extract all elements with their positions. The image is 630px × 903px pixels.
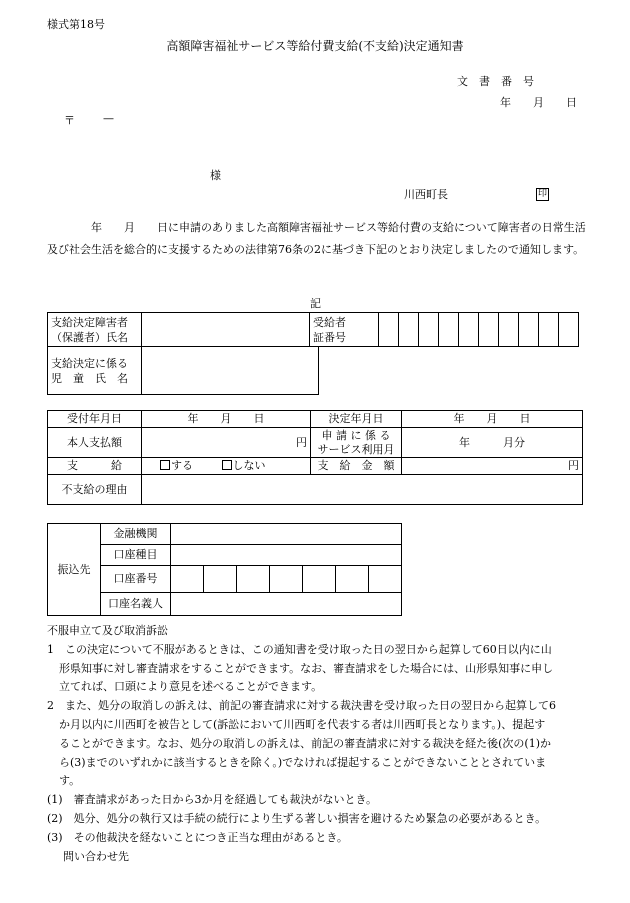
reason-field[interactable]	[142, 475, 583, 505]
seal-mark: 印	[537, 189, 547, 199]
account-type-label: 口座種目	[101, 545, 171, 566]
payment-label: 支 給	[48, 458, 142, 475]
recipient-name-field[interactable]	[142, 313, 310, 347]
account-holder-field[interactable]	[171, 593, 402, 616]
account-digit[interactable]	[270, 566, 303, 593]
account-digit[interactable]	[237, 566, 270, 593]
cert-digit[interactable]	[379, 313, 399, 347]
transfer-table	[47, 523, 402, 616]
account-digit[interactable]	[369, 566, 402, 593]
note-line: 2 また、処分の取消しの訴えは、前記の審査請求に対する裁決書を受け取った日の翌日から起算して6	[47, 699, 556, 713]
decision-date-label: 決定年月日	[311, 411, 402, 428]
account-digit[interactable]	[336, 566, 369, 593]
ki-heading: 記	[310, 297, 321, 310]
reason-label: 不支給の理由	[48, 475, 142, 505]
notes-heading: 不服申立て及び取消訴訟	[47, 624, 168, 637]
note-line: ることができます。なお、処分の取消しの訴えは、前記の審査請求に対する裁決を経た後(次の(1)か	[59, 736, 551, 750]
note-line: 形県知事に対し審査請求をすることができます。なお、審査請求をした場合には、山形県知事に申し	[59, 661, 554, 675]
checkbox-icon	[222, 460, 232, 470]
copay-label: 本人支払額	[48, 428, 142, 458]
note-line: 立てれば、口頭により意見を述べることができます。	[59, 680, 323, 694]
note-line: す。	[59, 774, 81, 788]
received-date-field[interactable]: 年 月 日	[142, 411, 311, 428]
postal-dash: —	[103, 112, 114, 125]
note-line: (3) その他裁決を経ないことにつき正当な理由があるとき。	[47, 830, 348, 844]
cert-digit[interactable]	[399, 313, 419, 347]
note-line: (1) 審査請求があった日から3か月を経過しても裁決がないとき。	[47, 793, 378, 807]
child-table	[47, 346, 319, 395]
note-line: か月以内に川西町を被告として(訴訟において川西町を代表する者は川西町長となります。)、提起す	[59, 717, 546, 731]
document-title: 高額障害福祉サービス等給付費支給(不支給)決定通知書	[166, 39, 464, 53]
seal-box	[536, 186, 549, 201]
copay-field[interactable]: 円	[142, 428, 311, 458]
cert-digit[interactable]	[519, 313, 539, 347]
account-digit[interactable]	[171, 566, 204, 593]
note-line: 1 この決定について不服があるときは、この通知書を受け取った日の翌日から起算して60日以内に山	[47, 642, 552, 656]
child-name-label: 支給決定に係る 児 童 氏 名	[48, 347, 142, 395]
cert-digit[interactable]	[499, 313, 519, 347]
cert-digit[interactable]	[539, 313, 559, 347]
document-number-label: 文 書 番 号	[457, 75, 534, 88]
service-month-field[interactable]: 年 月分	[402, 428, 583, 458]
form-number: 様式第18号	[47, 18, 105, 31]
payment-options	[142, 458, 311, 475]
amount-field[interactable]: 円	[402, 458, 583, 475]
cert-number-label: 受給者 証番号	[310, 313, 379, 347]
cert-digit[interactable]	[419, 313, 439, 347]
account-number-label: 口座番号	[101, 566, 171, 593]
decision-table	[47, 410, 583, 505]
sender-name: 川西町長	[404, 188, 448, 201]
bank-label: 金融機関	[101, 524, 171, 545]
cert-digit[interactable]	[459, 313, 479, 347]
note-line: ら(3)までのいずれかに該当するときを除く。)でなければ提起することができないこととされていま	[59, 755, 547, 769]
recipient-name-label: 支給決定障害者 （保護者）氏名	[48, 313, 142, 347]
note-line: (2) 処分、処分の執行又は手続の続行により生ずる著しい損害を避けるため緊急の必要があるとき。	[47, 811, 547, 825]
recipient-table	[47, 312, 579, 347]
account-digit[interactable]	[204, 566, 237, 593]
option-yes[interactable]: する	[160, 459, 193, 472]
child-name-field[interactable]	[142, 347, 319, 395]
checkbox-icon	[160, 460, 170, 470]
contact-label: 問い合わせ先	[63, 849, 129, 863]
decision-date-field[interactable]: 年 月 日	[402, 411, 583, 428]
cert-digit[interactable]	[559, 313, 579, 347]
bank-field[interactable]	[171, 524, 402, 545]
notes-section	[47, 622, 592, 866]
amount-label: 支 給 金 額	[311, 458, 402, 475]
document-date-label: 年 月 日	[500, 96, 577, 109]
service-month-label: 申 請 に 係 る サービス利用月	[311, 428, 402, 458]
account-digit[interactable]	[303, 566, 336, 593]
cert-digit[interactable]	[479, 313, 499, 347]
postal-mark: 〒	[64, 114, 75, 127]
intro-paragraph: 年 月 日に申請のありました高額障害福祉サービス等給付費の支給について障害者の日常生活及び社会生活を総合的に支援するための法律第76条の2に基づき下記のとおり決定しましたので通知します。	[47, 221, 586, 256]
transfer-label: 振込先	[48, 524, 101, 616]
cert-digit[interactable]	[439, 313, 459, 347]
account-holder-label: 口座名義人	[101, 593, 171, 616]
option-no[interactable]: しない	[222, 459, 266, 472]
honorific: 様	[210, 169, 221, 182]
received-date-label: 受付年月日	[48, 411, 142, 428]
account-type-field[interactable]	[171, 545, 402, 566]
